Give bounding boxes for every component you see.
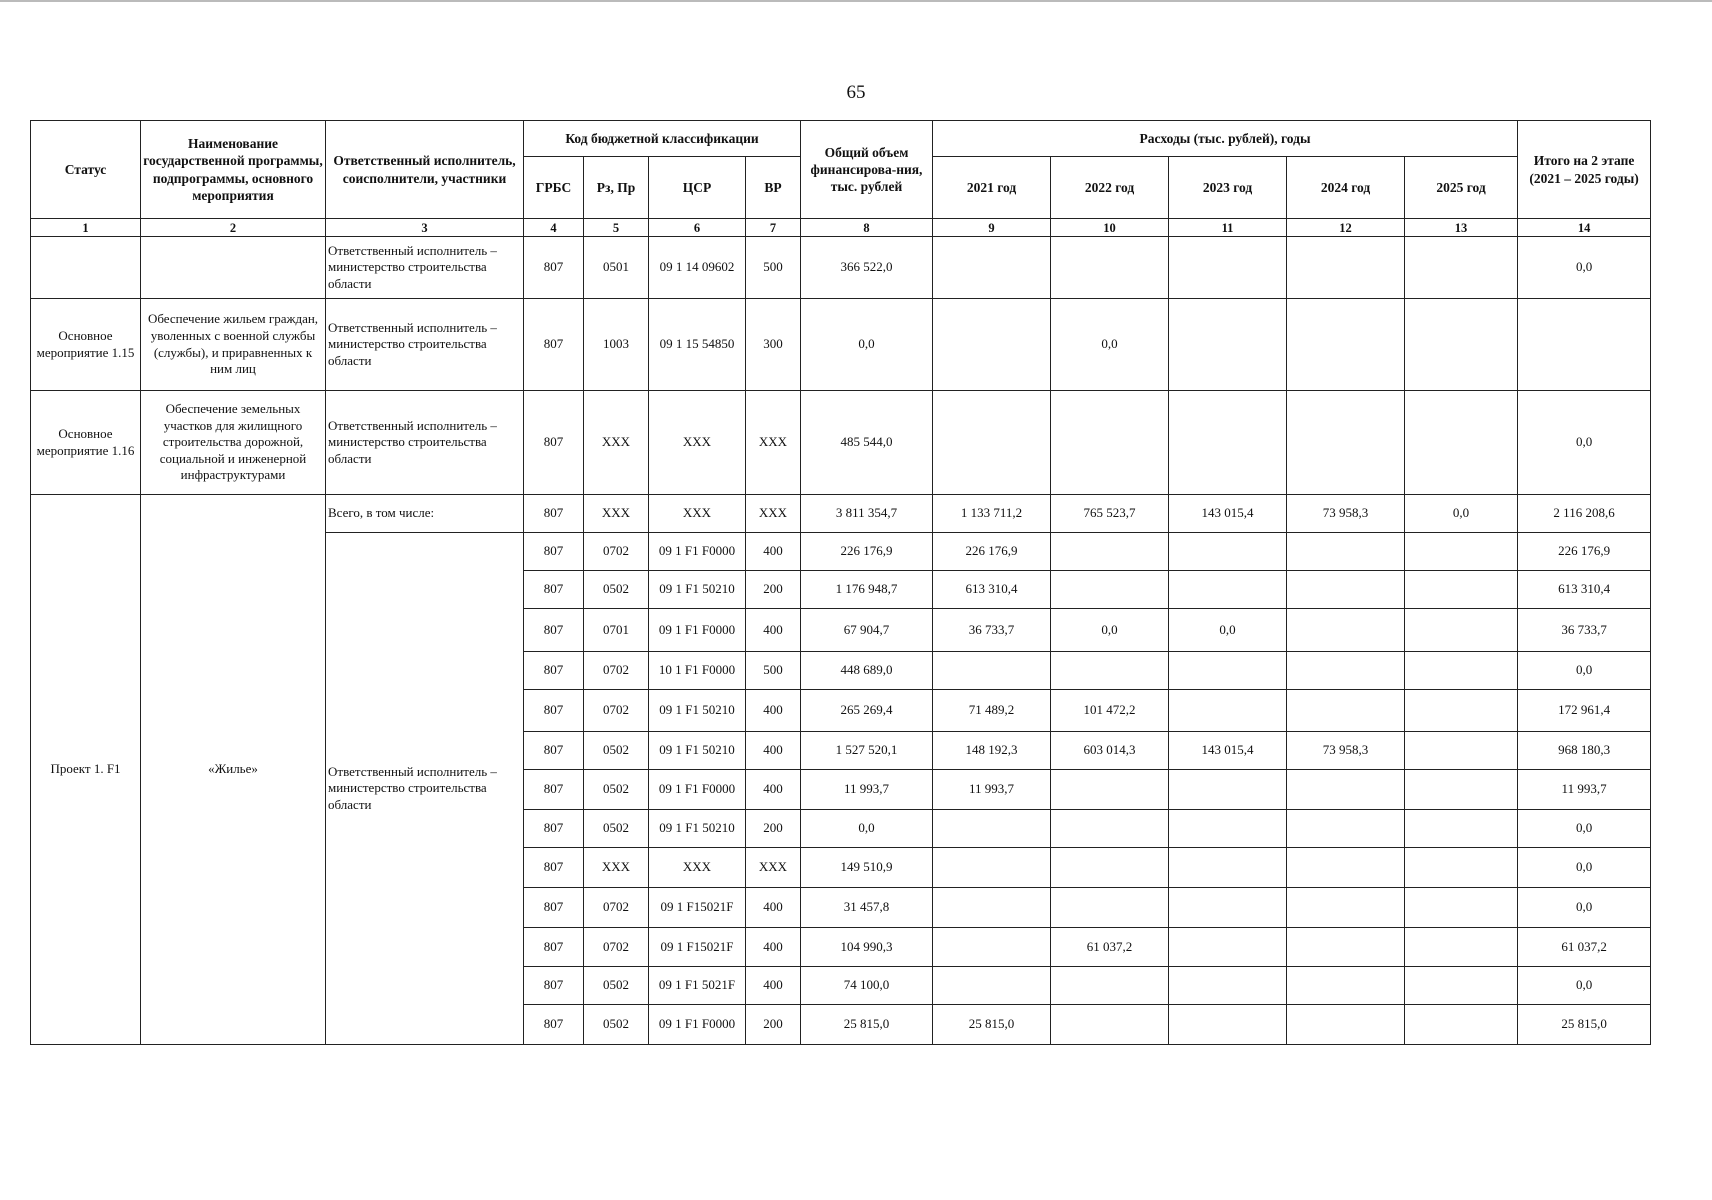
rz-cell: 0502 (584, 810, 649, 848)
grbs-cell: 807 (524, 571, 584, 609)
vr-cell: 200 (746, 571, 801, 609)
y2025-cell (1405, 928, 1518, 967)
stage-total-cell: 226 176,9 (1518, 533, 1651, 571)
csr-cell: 09 1 15 54850 (649, 299, 746, 391)
total-cell: 366 522,0 (801, 237, 933, 299)
column-number: 3 (326, 219, 524, 237)
total-cell: 1 527 520,1 (801, 732, 933, 770)
vr-cell: 400 (746, 690, 801, 732)
column-number: 13 (1405, 219, 1518, 237)
stage-total-cell: 172 961,4 (1518, 690, 1651, 732)
y2024-cell (1287, 391, 1405, 495)
y2025-cell (1405, 967, 1518, 1005)
y2024-cell (1287, 888, 1405, 928)
vr-cell: 200 (746, 1005, 801, 1045)
y2024-cell (1287, 770, 1405, 810)
y2021-cell: 71 489,2 (933, 690, 1051, 732)
name-cell: Обеспечение жильем граждан, уволенных с военной службы (службы), и приравненных к ним лиц (141, 299, 326, 391)
name-cell: Обеспечение земельных участков для жилищного строительства дорожной, социальной и инженерной инфраструктурами (141, 391, 326, 495)
header-2024: 2024 год (1287, 157, 1405, 219)
stage-total-cell: 0,0 (1518, 888, 1651, 928)
csr-cell: XXX (649, 391, 746, 495)
y2022-cell: 0,0 (1051, 609, 1169, 652)
y2025-cell (1405, 652, 1518, 690)
y2024-cell (1287, 967, 1405, 1005)
y2023-cell (1169, 533, 1287, 571)
project-name-cell: «Жилье» (141, 495, 326, 1045)
stage-total-cell: 11 993,7 (1518, 770, 1651, 810)
total-cell: 3 811 354,7 (801, 495, 933, 533)
project-total-row (31, 495, 1651, 533)
total-cell: 448 689,0 (801, 652, 933, 690)
y2022-cell: 0,0 (1051, 299, 1169, 391)
header-vr: ВР (746, 157, 801, 219)
status-cell (31, 237, 141, 299)
y2022-cell (1051, 571, 1169, 609)
y2022-cell (1051, 770, 1169, 810)
y2024-cell (1287, 299, 1405, 391)
y2022-cell: 765 523,7 (1051, 495, 1169, 533)
grbs-cell: 807 (524, 391, 584, 495)
column-number: 12 (1287, 219, 1405, 237)
rz-cell: XXX (584, 391, 649, 495)
y2022-cell (1051, 652, 1169, 690)
y2023-cell (1169, 652, 1287, 690)
vr-cell: 500 (746, 652, 801, 690)
stage-total-cell: 0,0 (1518, 810, 1651, 848)
csr-cell: 09 1 F15021F (649, 928, 746, 967)
y2021-cell (933, 888, 1051, 928)
y2025-cell (1405, 848, 1518, 888)
header-name: Наименование государственной программы, подпрограммы, основного мероприятия (141, 121, 326, 219)
grbs-cell: 807 (524, 967, 584, 1005)
y2025-cell (1405, 810, 1518, 848)
stage-total-cell: 0,0 (1518, 848, 1651, 888)
y2025-cell (1405, 237, 1518, 299)
y2021-cell (933, 299, 1051, 391)
grbs-cell: 807 (524, 888, 584, 928)
status-cell: Основное мероприятие 1.15 (31, 299, 141, 391)
column-number: 1 (31, 219, 141, 237)
csr-cell: 10 1 F1 F0000 (649, 652, 746, 690)
y2025-cell (1405, 391, 1518, 495)
y2021-cell: 148 192,3 (933, 732, 1051, 770)
responsible-cell: Ответственный исполнитель – министерство строительства области (326, 391, 524, 495)
grbs-cell: 807 (524, 810, 584, 848)
grbs-cell: 807 (524, 770, 584, 810)
rz-cell: 0701 (584, 609, 649, 652)
y2024-cell (1287, 810, 1405, 848)
y2021-cell (933, 848, 1051, 888)
y2021-cell (933, 391, 1051, 495)
y2021-cell: 36 733,7 (933, 609, 1051, 652)
column-number: 6 (649, 219, 746, 237)
y2024-cell (1287, 652, 1405, 690)
y2021-cell (933, 237, 1051, 299)
grbs-cell: 807 (524, 928, 584, 967)
vr-cell: XXX (746, 848, 801, 888)
csr-cell: 09 1 F1 50210 (649, 571, 746, 609)
grbs-cell: 807 (524, 299, 584, 391)
y2022-cell (1051, 237, 1169, 299)
total-cell: 485 544,0 (801, 391, 933, 495)
total-cell: 0,0 (801, 299, 933, 391)
y2023-cell (1169, 888, 1287, 928)
header-total-stage: Итого на 2 этапе (2021 – 2025 годы) (1518, 121, 1651, 219)
y2022-cell: 101 472,2 (1051, 690, 1169, 732)
grbs-cell: 807 (524, 690, 584, 732)
column-number: 11 (1169, 219, 1287, 237)
total-cell: 11 993,7 (801, 770, 933, 810)
header-budget-code: Код бюджетной классификации (524, 121, 801, 157)
y2025-cell (1405, 571, 1518, 609)
csr-cell: XXX (649, 848, 746, 888)
y2022-cell (1051, 967, 1169, 1005)
vr-cell: 400 (746, 888, 801, 928)
grbs-cell: 807 (524, 609, 584, 652)
table-row (31, 299, 1651, 391)
vr-cell: 400 (746, 533, 801, 571)
rz-cell: 0702 (584, 533, 649, 571)
rz-cell: 0501 (584, 237, 649, 299)
rz-cell: 1003 (584, 299, 649, 391)
status-cell: Основное мероприятие 1.16 (31, 391, 141, 495)
header-total-volume: Общий объем финансирова-ния, тыс. рублей (801, 121, 933, 219)
rz-cell: 0502 (584, 1005, 649, 1045)
y2025-cell (1405, 1005, 1518, 1045)
y2023-cell: 143 015,4 (1169, 732, 1287, 770)
stage-total-cell: 0,0 (1518, 967, 1651, 1005)
project-total-label: Всего, в том числе: (326, 495, 524, 533)
y2023-cell: 0,0 (1169, 609, 1287, 652)
project-responsible-cell: Ответственный исполнитель – министерство строительства области (326, 533, 524, 1045)
y2022-cell: 603 014,3 (1051, 732, 1169, 770)
stage-total-cell: 36 733,7 (1518, 609, 1651, 652)
csr-cell: 09 1 F1 50210 (649, 810, 746, 848)
rz-cell: 0702 (584, 928, 649, 967)
budget-table (30, 120, 1651, 1045)
header-responsible: Ответственный исполнитель, соисполнители, участники (326, 121, 524, 219)
budget-table-container (30, 120, 1650, 1045)
header-grbs: ГРБС (524, 157, 584, 219)
header-2022: 2022 год (1051, 157, 1169, 219)
y2023-cell (1169, 810, 1287, 848)
header-2023: 2023 год (1169, 157, 1287, 219)
grbs-cell: 807 (524, 533, 584, 571)
y2024-cell (1287, 848, 1405, 888)
total-cell: 74 100,0 (801, 967, 933, 1005)
header-rz-pr: Рз, Пр (584, 157, 649, 219)
vr-cell: XXX (746, 391, 801, 495)
y2023-cell (1169, 928, 1287, 967)
y2024-cell (1287, 609, 1405, 652)
rz-cell: XXX (584, 495, 649, 533)
responsible-cell: Ответственный исполнитель – министерство строительства области (326, 299, 524, 391)
grbs-cell: 807 (524, 1005, 584, 1045)
total-cell: 0,0 (801, 810, 933, 848)
name-cell (141, 237, 326, 299)
vr-cell: 200 (746, 810, 801, 848)
rz-cell: 0502 (584, 732, 649, 770)
y2021-cell: 25 815,0 (933, 1005, 1051, 1045)
column-number: 4 (524, 219, 584, 237)
y2025-cell (1405, 609, 1518, 652)
grbs-cell: 807 (524, 732, 584, 770)
y2021-cell: 11 993,7 (933, 770, 1051, 810)
vr-cell: 400 (746, 967, 801, 1005)
y2021-cell: 1 133 711,2 (933, 495, 1051, 533)
y2021-cell (933, 652, 1051, 690)
y2021-cell: 613 310,4 (933, 571, 1051, 609)
csr-cell: 09 1 F1 F0000 (649, 533, 746, 571)
grbs-cell: 807 (524, 652, 584, 690)
y2023-cell (1169, 690, 1287, 732)
y2023-cell (1169, 571, 1287, 609)
vr-cell: 300 (746, 299, 801, 391)
y2025-cell (1405, 690, 1518, 732)
y2024-cell (1287, 237, 1405, 299)
rz-cell: 0502 (584, 967, 649, 1005)
y2025-cell (1405, 533, 1518, 571)
y2022-cell: 61 037,2 (1051, 928, 1169, 967)
stage-total-cell: 968 180,3 (1518, 732, 1651, 770)
y2024-cell (1287, 571, 1405, 609)
rz-cell: 0702 (584, 690, 649, 732)
column-number-row (31, 219, 1651, 237)
csr-cell: 09 1 F1 5021F (649, 967, 746, 1005)
stage-total-cell: 0,0 (1518, 391, 1651, 495)
csr-cell: 09 1 14 09602 (649, 237, 746, 299)
y2021-cell (933, 810, 1051, 848)
column-number: 8 (801, 219, 933, 237)
column-number: 5 (584, 219, 649, 237)
table-row (31, 391, 1651, 495)
y2022-cell (1051, 391, 1169, 495)
csr-cell: 09 1 F1 50210 (649, 732, 746, 770)
y2023-cell (1169, 770, 1287, 810)
csr-cell: 09 1 F15021F (649, 888, 746, 928)
csr-cell: 09 1 F1 50210 (649, 690, 746, 732)
table-row (31, 237, 1651, 299)
vr-cell: 500 (746, 237, 801, 299)
header-2021: 2021 год (933, 157, 1051, 219)
vr-cell: XXX (746, 495, 801, 533)
header-csr: ЦСР (649, 157, 746, 219)
y2022-cell (1051, 1005, 1169, 1045)
grbs-cell: 807 (524, 237, 584, 299)
y2023-cell (1169, 848, 1287, 888)
rz-cell: XXX (584, 848, 649, 888)
project-status-cell: Проект 1. F1 (31, 495, 141, 1045)
csr-cell: 09 1 F1 F0000 (649, 609, 746, 652)
vr-cell: 400 (746, 732, 801, 770)
grbs-cell: 807 (524, 848, 584, 888)
total-cell: 149 510,9 (801, 848, 933, 888)
y2023-cell (1169, 1005, 1287, 1045)
y2025-cell (1405, 770, 1518, 810)
column-number: 10 (1051, 219, 1169, 237)
rz-cell: 0502 (584, 770, 649, 810)
page-number: 65 (846, 82, 866, 103)
total-cell: 25 815,0 (801, 1005, 933, 1045)
y2024-cell (1287, 690, 1405, 732)
total-cell: 67 904,7 (801, 609, 933, 652)
rz-cell: 0502 (584, 571, 649, 609)
total-cell: 265 269,4 (801, 690, 933, 732)
total-cell: 31 457,8 (801, 888, 933, 928)
column-number: 2 (141, 219, 326, 237)
y2023-cell (1169, 391, 1287, 495)
y2022-cell (1051, 533, 1169, 571)
vr-cell: 400 (746, 928, 801, 967)
y2024-cell: 73 958,3 (1287, 732, 1405, 770)
responsible-cell: Ответственный исполнитель – министерство строительства области (326, 237, 524, 299)
stage-total-cell: 61 037,2 (1518, 928, 1651, 967)
stage-total-cell: 2 116 208,6 (1518, 495, 1651, 533)
y2024-cell (1287, 1005, 1405, 1045)
column-number: 14 (1518, 219, 1651, 237)
header-status: Статус (31, 121, 141, 219)
y2025-cell (1405, 299, 1518, 391)
csr-cell: XXX (649, 495, 746, 533)
total-cell: 1 176 948,7 (801, 571, 933, 609)
vr-cell: 400 (746, 609, 801, 652)
y2023-cell (1169, 299, 1287, 391)
rz-cell: 0702 (584, 652, 649, 690)
y2024-cell (1287, 928, 1405, 967)
y2022-cell (1051, 810, 1169, 848)
grbs-cell: 807 (524, 495, 584, 533)
stage-total-cell: 25 815,0 (1518, 1005, 1651, 1045)
y2021-cell: 226 176,9 (933, 533, 1051, 571)
y2023-cell (1169, 237, 1287, 299)
y2024-cell (1287, 533, 1405, 571)
y2025-cell (1405, 888, 1518, 928)
y2022-cell (1051, 848, 1169, 888)
scan-edge (0, 0, 1712, 2)
column-number: 7 (746, 219, 801, 237)
y2023-cell: 143 015,4 (1169, 495, 1287, 533)
column-number: 9 (933, 219, 1051, 237)
header-expenses: Расходы (тыс. рублей), годы (933, 121, 1518, 157)
total-cell: 226 176,9 (801, 533, 933, 571)
rz-cell: 0702 (584, 888, 649, 928)
y2025-cell: 0,0 (1405, 495, 1518, 533)
y2024-cell: 73 958,3 (1287, 495, 1405, 533)
csr-cell: 09 1 F1 F0000 (649, 1005, 746, 1045)
header-2025: 2025 год (1405, 157, 1518, 219)
total-cell: 104 990,3 (801, 928, 933, 967)
y2021-cell (933, 967, 1051, 1005)
stage-total-cell: 613 310,4 (1518, 571, 1651, 609)
stage-total-cell: 0,0 (1518, 237, 1651, 299)
csr-cell: 09 1 F1 F0000 (649, 770, 746, 810)
y2022-cell (1051, 888, 1169, 928)
y2023-cell (1169, 967, 1287, 1005)
y2021-cell (933, 928, 1051, 967)
stage-total-cell (1518, 299, 1651, 391)
y2025-cell (1405, 732, 1518, 770)
vr-cell: 400 (746, 770, 801, 810)
stage-total-cell: 0,0 (1518, 652, 1651, 690)
